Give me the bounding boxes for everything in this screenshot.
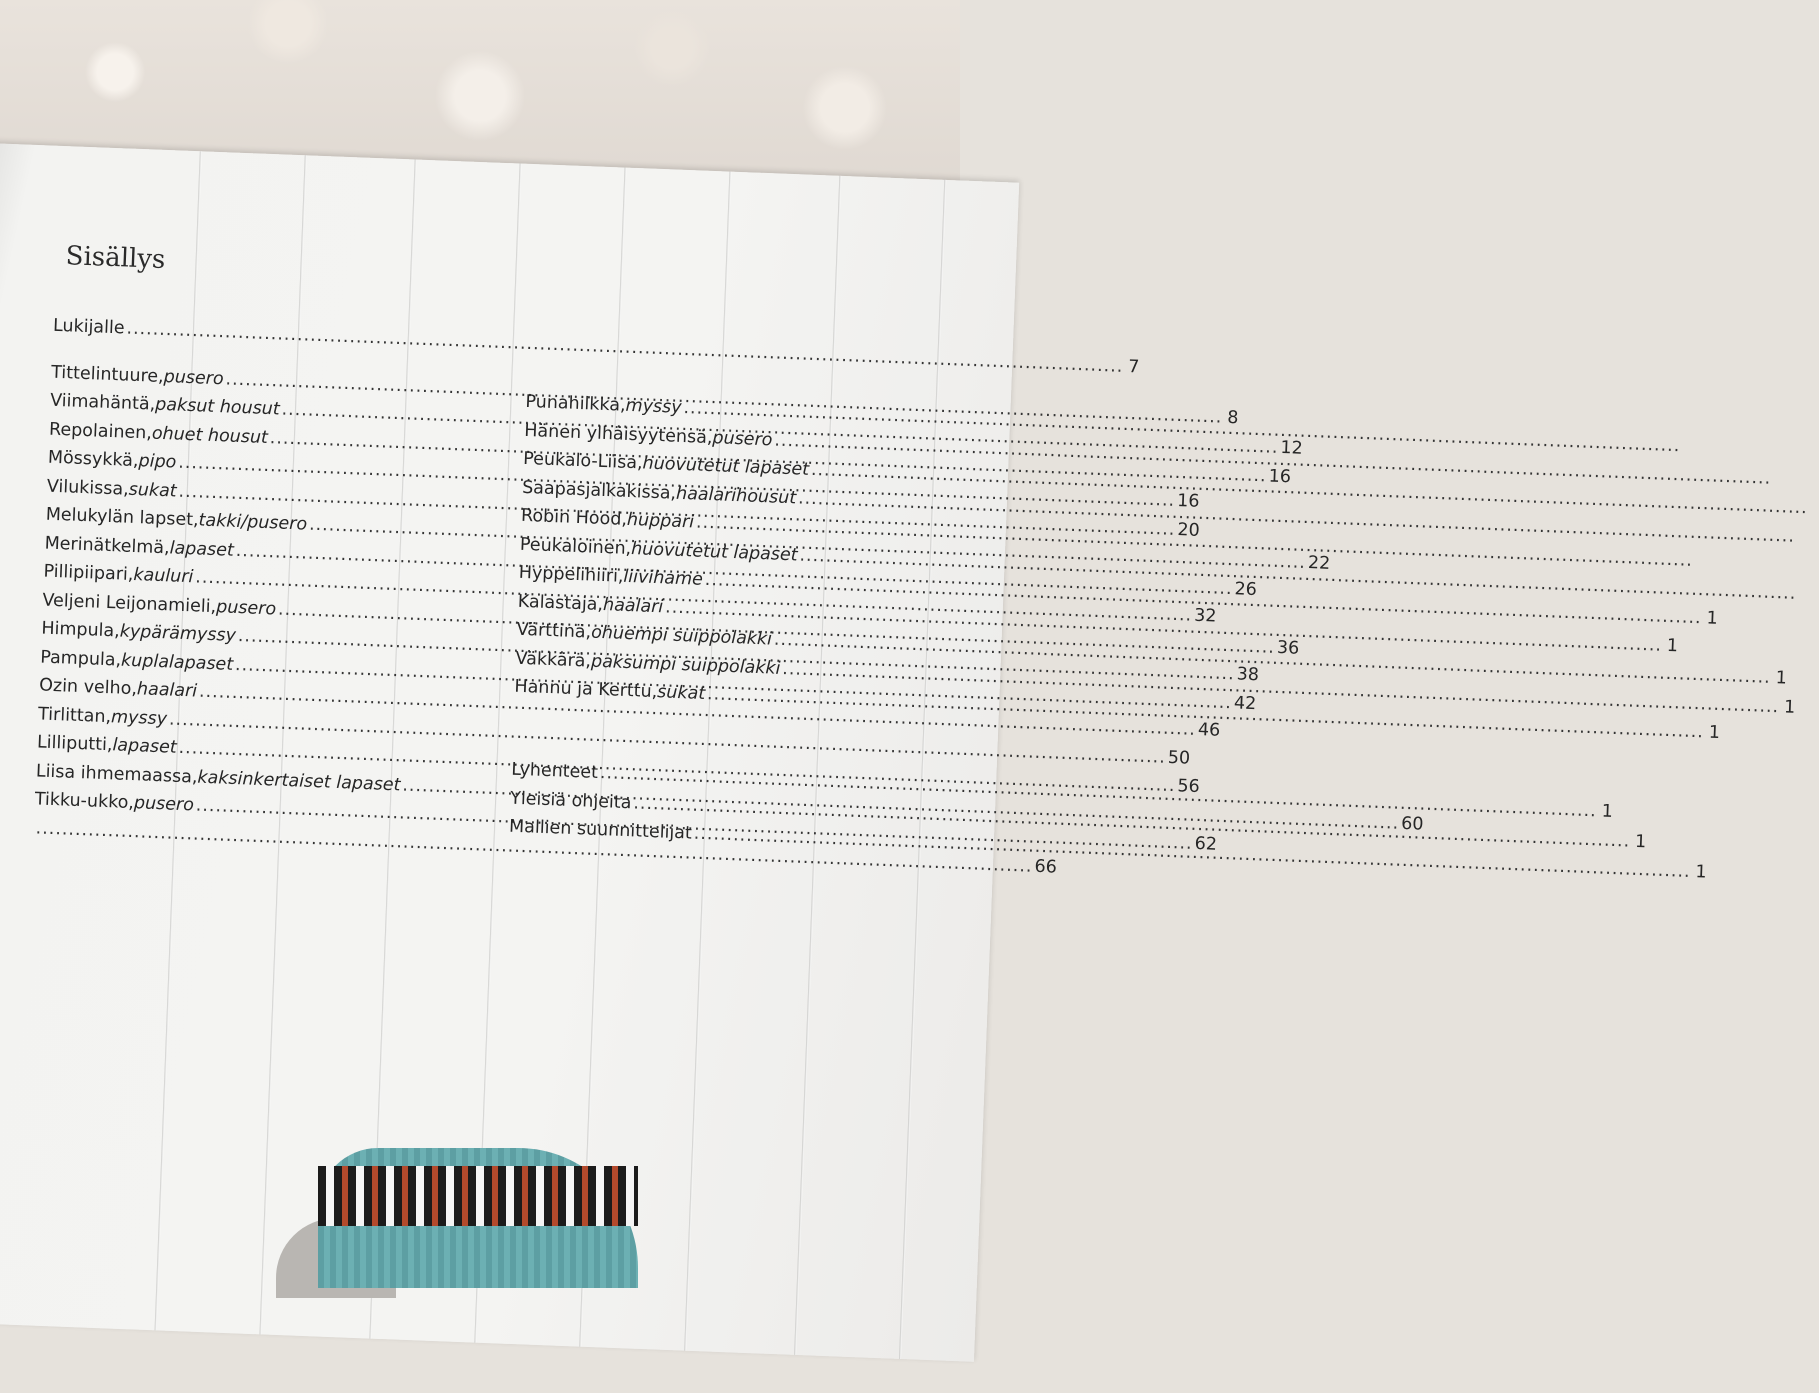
toc-entry-garment: huovutetut lapaset <box>642 453 810 480</box>
toc-entry-page <box>1810 513 1819 514</box>
toc-entry-garment: pusero <box>712 427 773 450</box>
toc-entry-separator: , <box>625 538 632 559</box>
toc-entry-title: Tirlittan <box>37 703 106 727</box>
toc-entry-garment: kypärämyssy <box>119 621 237 646</box>
toc-entry-title: Kalastaja <box>517 591 598 615</box>
toc-entry-page: 1 <box>1695 862 1708 883</box>
toc-entry-separator: , <box>620 509 628 530</box>
toc-entry-garment: pusero <box>133 793 195 816</box>
toc-entry-page: 62 <box>1194 833 1218 855</box>
toc-entry-title: Peukalo-Liisa <box>522 448 638 474</box>
toc-entry-page: 16 <box>1176 490 1200 512</box>
toc-entry-title: Pampula <box>39 646 116 670</box>
toc-entry-title: Viimahäntä <box>49 390 151 415</box>
toc-entry-garment: kauluri <box>133 564 194 588</box>
toc-entry-page <box>1695 566 1709 567</box>
toc-entry-page: 1 <box>1666 635 1679 656</box>
toc-entry-garment: kaksinkertaiset lapaset <box>197 767 401 795</box>
toc-entry-page <box>1682 451 1696 452</box>
toc-entry-separator: , <box>115 649 122 671</box>
toc-entry-title: Himpula <box>41 618 115 642</box>
toc-entry-title: Lukijalle <box>52 315 125 339</box>
toc-entry-page: 1 <box>1775 668 1788 689</box>
toc-entry-separator: , <box>113 621 121 642</box>
toc-entry-garment: takki/pusero <box>198 510 308 535</box>
toc-entry-separator: , <box>131 678 138 700</box>
toc-entry-garment: lapaset <box>112 735 178 758</box>
toc-entry-page: 56 <box>1177 776 1201 798</box>
toc-entry-separator: , <box>670 483 677 504</box>
toc-entry-garment: myssy <box>110 706 168 729</box>
toc-entry-garment: haalari <box>136 679 198 702</box>
toc-entry-separator: , <box>210 596 217 617</box>
toc-entry-title: Robin Hood <box>520 505 622 530</box>
toc-entry-separator: , <box>127 792 135 814</box>
toc-entry-title: Mössykkä <box>47 447 134 471</box>
toc-entry-title: Peukaloinen <box>519 534 626 559</box>
toc-entry-separator: , <box>163 537 171 558</box>
toc-entry-title: Tittelintuure <box>50 362 159 387</box>
toc-entry-page: 12 <box>1280 437 1304 459</box>
toc-entry-separator: , <box>105 706 112 727</box>
toc-entry-garment: huppari <box>626 509 695 533</box>
toc-entry-page: 1 <box>1708 722 1721 743</box>
toc-entry-separator: , <box>127 564 134 585</box>
toc-entry-separator: , <box>636 453 644 474</box>
toc-entry-separator: , <box>597 594 604 615</box>
toc-entry-title: Ozin velho <box>38 675 132 699</box>
toc-entry-title: Hänen ylhäisyytensä <box>523 420 708 448</box>
toc-entry-page: 46 <box>1197 719 1221 741</box>
toc-entry-page: 16 <box>1268 465 1292 487</box>
toc-entry-separator: , <box>651 681 658 703</box>
toc-entry-title: Yleisiä ohjeita <box>509 788 632 813</box>
toc-entry-page: 60 <box>1400 813 1424 835</box>
sweater-photo <box>318 1148 638 1288</box>
toc-entry-garment: huovutetut lapaset <box>630 538 798 565</box>
toc-entry-title: Vilukissa <box>46 476 124 500</box>
toc-entry-title: Saapasjalkakissa <box>521 477 671 504</box>
toc-entry-page: 22 <box>1307 553 1331 574</box>
toc-entry-page: 7 <box>1127 357 1140 378</box>
toc-entry-title: Lilliputti <box>36 732 108 756</box>
toc-entry-separator: , <box>619 395 626 416</box>
toc-entry-title: Lyhenteet <box>510 759 599 783</box>
toc-entry-title: Hannu ja Kerttu <box>514 676 653 702</box>
toc-entry-page: 42 <box>1233 692 1257 714</box>
toc-entry-page: 1 <box>1634 831 1647 852</box>
toc-entry-garment: paksut housut <box>154 394 281 420</box>
toc-entry-title: Pillipiipari <box>43 561 129 585</box>
toc-entry-title: Mallien suunnittelijat <box>508 816 693 844</box>
toc-entry-garment: pipo <box>138 451 177 473</box>
toc-entry-title: Hyppelihiiri <box>518 562 619 587</box>
toc-entry-page: 66 <box>1034 856 1058 878</box>
sweater-pattern-band <box>318 1166 638 1226</box>
toc-entry-page: 1 <box>1601 801 1614 822</box>
toc-entry-separator: , <box>122 479 130 500</box>
toc-entry-page: 26 <box>1234 578 1258 600</box>
toc-entry-garment: ohuet housut <box>151 423 269 448</box>
toc-entry-separator: , <box>585 650 592 672</box>
toc-entry-title: Värttinä <box>516 619 586 643</box>
toc-entry-title: Merinätkelmä <box>44 533 165 558</box>
toc-entry-page: 36 <box>1276 637 1300 659</box>
toc-entry-separator: , <box>106 735 113 756</box>
toc-entry-garment: pusero <box>215 596 277 619</box>
toc-entry-garment: haalarihousut <box>675 483 797 508</box>
toc-entry-garment: liivihame <box>623 566 704 590</box>
toc-entry-page: 38 <box>1236 664 1260 686</box>
dot-leader <box>126 319 1124 377</box>
toc-entry-garment: sukat <box>656 682 706 705</box>
toc-entry-separator: , <box>145 422 153 444</box>
toc-entry-page <box>1773 483 1787 484</box>
toc-entry-separator: , <box>706 427 713 448</box>
toc-entry-separator: , <box>191 766 198 788</box>
toc-entry-title: Veljeni Leijonamieli <box>42 590 211 617</box>
toc-entry-separator: , <box>149 394 156 415</box>
toc-entry-title: Tikku-ukko <box>34 789 129 813</box>
page-title: Sisällys <box>65 241 166 275</box>
toc-entry-garment: kuplalapaset <box>120 650 234 675</box>
toc-entry-title: Melukylän lapset <box>45 504 194 531</box>
toc-entry-separator: , <box>157 366 165 387</box>
toc-entry-garment: sukat <box>128 479 178 502</box>
toc-entry-page: 20 <box>1177 519 1201 541</box>
toc-entry-separator: , <box>132 450 139 472</box>
toc-entry-page: 1 <box>1783 696 1796 718</box>
toc-entry-garment: pusero <box>163 366 225 389</box>
toc-entry-title: Repolainen <box>48 419 147 443</box>
toc-entry-page <box>1798 598 1812 599</box>
toc-entry-title: Punahilkka <box>525 391 621 416</box>
toc-entry-separator: , <box>192 510 199 531</box>
toc-entry-page <box>1797 541 1811 542</box>
toc-entry-page: 50 <box>1167 747 1191 769</box>
toc-entry-garment: myssy <box>625 395 682 418</box>
toc-entry-separator: , <box>585 622 592 643</box>
toc-entry-garment: lapaset <box>169 537 235 561</box>
toc-entry-page: 8 <box>1226 407 1239 428</box>
toc-entry-title: Liisa ihmemaassa <box>35 760 193 787</box>
toc-entry-title: Väkkärä <box>515 648 586 671</box>
toc-entry-garment: haalari <box>602 594 664 617</box>
toc-entry-garment: paksumpi suippolakki <box>590 651 781 679</box>
toc-entry-separator: , <box>617 566 624 587</box>
toc-entry-page: 1 <box>1706 608 1719 629</box>
toc-entry-page: 32 <box>1193 605 1217 627</box>
toc-entry-garment: ohuempi suippolakki <box>590 622 773 650</box>
